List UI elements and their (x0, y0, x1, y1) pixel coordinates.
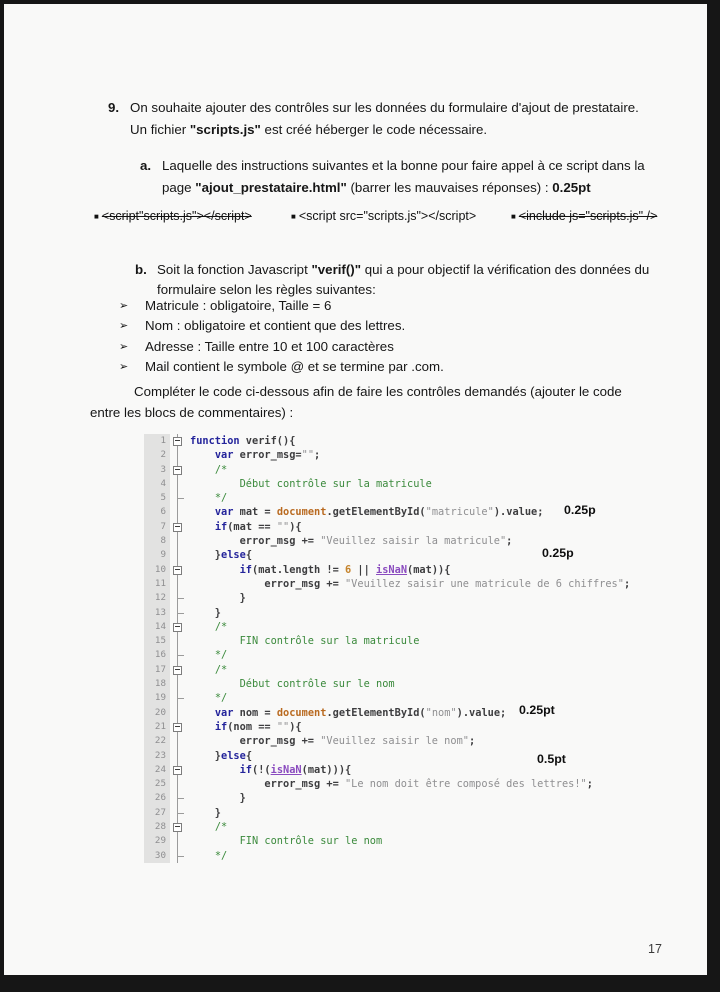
code-line (144, 648, 684, 662)
code-listing (144, 434, 684, 863)
code-line (144, 706, 684, 720)
code-text: */ (214, 492, 228, 505)
fold-collapse-icon[interactable] (173, 723, 182, 732)
line-number: 4 (144, 477, 170, 491)
option-text: <script"scripts.js"></script> (101, 209, 252, 223)
question-number: 9. (108, 100, 120, 115)
square-bullet-icon: ■ (291, 212, 296, 221)
line-number: 16 (144, 648, 170, 662)
line-number: 29 (144, 834, 170, 848)
line-number: 1 (144, 434, 170, 448)
question-9-text (130, 97, 642, 140)
code-line (144, 834, 684, 848)
code-text: /* (214, 463, 228, 476)
grade-annotation: 0.25pt (519, 702, 555, 717)
fold-gutter (170, 763, 186, 777)
text-segment: On souhaite ajouter des contrôles sur les données du formulaire d'ajout de prestataire. Un fichier (130, 100, 639, 137)
option-text: <include js="scripts.js" /> (518, 209, 658, 223)
code-line (144, 820, 684, 834)
part-b-text (157, 260, 667, 299)
rule-text: Matricule : obligatoire, Taille = 6 (145, 298, 332, 313)
code-text: if(mat.length != 6 || isNaN(mat)){ (239, 563, 451, 576)
fold-gutter (170, 663, 186, 677)
text-segment: "verif()" (311, 262, 362, 277)
fold-gutter (170, 620, 186, 634)
option-2 (291, 209, 476, 223)
code-text: error_msg += "Veuillez saisir la matricule"; (190, 535, 513, 548)
line-number: 23 (144, 749, 170, 763)
fold-gutter (170, 591, 186, 605)
fold-collapse-icon[interactable] (173, 666, 182, 675)
code-editor (144, 434, 684, 863)
line-number: 7 (144, 520, 170, 534)
code-text: } (190, 792, 246, 805)
code-line (144, 620, 684, 634)
fold-gutter (170, 606, 186, 620)
instruction-paragraph: Compléter le code ci-dessous afin de faire les contrôles demandés (ajouter le code entre les blocs de commentaires) : (90, 384, 622, 420)
fold-gutter (170, 777, 186, 791)
fold-gutter (170, 505, 186, 519)
line-number: 5 (144, 491, 170, 505)
code-text: function verif(){ (190, 435, 296, 447)
code-text: var error_msg=""; (214, 449, 321, 462)
code-line (144, 777, 684, 791)
answer-options (4, 209, 707, 229)
square-bullet-icon: ■ (94, 212, 99, 221)
code-text: Début contrôle sur la matricule (239, 477, 432, 490)
line-number: 18 (144, 677, 170, 691)
document-page (4, 4, 707, 975)
rule-text: Adresse : Taille entre 10 et 100 caractères (145, 338, 394, 354)
part-a (140, 155, 668, 198)
part-a-text (162, 155, 668, 198)
code-text: var nom = document.getElementById("nom").value; (214, 706, 507, 719)
fold-collapse-icon[interactable] (173, 466, 182, 475)
code-text: var mat = document.getElementById("matricule").value; (214, 506, 544, 519)
line-number: 22 (144, 734, 170, 748)
fold-gutter (170, 806, 186, 820)
code-text: */ (214, 649, 228, 662)
fold-gutter (170, 849, 186, 863)
code-line (144, 463, 684, 477)
fold-gutter (170, 706, 186, 720)
line-number: 25 (144, 777, 170, 791)
code-text: } (190, 606, 221, 619)
code-line (144, 677, 684, 691)
validation-rules-list (119, 296, 444, 377)
code-line (144, 520, 684, 534)
fold-gutter (170, 677, 186, 691)
code-line (144, 448, 684, 462)
fold-gutter (170, 791, 186, 805)
line-number: 3 (144, 463, 170, 477)
text-segment: est créé héberger le code nécessaire. (260, 121, 488, 137)
line-number: 27 (144, 806, 170, 820)
fold-gutter (170, 734, 186, 748)
line-number: 14 (144, 620, 170, 634)
code-text: FIN contrôle sur la matricule (239, 635, 420, 648)
line-number: 15 (144, 634, 170, 648)
line-number: 6 (144, 505, 170, 519)
line-number: 19 (144, 691, 170, 705)
code-text: } (190, 592, 246, 605)
fold-gutter (170, 548, 186, 562)
fold-collapse-icon[interactable] (173, 437, 182, 446)
text-segment: "ajout_prestataire.html" (195, 179, 347, 195)
arrow-bullet-icon: ➢ (119, 320, 129, 333)
square-bullet-icon: ■ (511, 212, 516, 221)
code-text: if(!(isNaN(mat))){ (239, 763, 352, 776)
code-line (144, 534, 684, 548)
code-line (144, 663, 684, 677)
fold-gutter (170, 720, 186, 734)
code-line (144, 548, 684, 562)
fold-gutter (170, 648, 186, 662)
fold-collapse-icon[interactable] (173, 623, 182, 632)
code-text: */ (214, 849, 228, 862)
rule-text: Nom : obligatoire et contient que des lettres. (145, 318, 406, 334)
code-text: } (190, 806, 221, 819)
fold-end-tick (178, 856, 184, 857)
fold-end-tick (178, 813, 184, 814)
code-text: error_msg += "Veuillez saisir une matricule de 6 chiffres"; (190, 577, 631, 590)
code-line (144, 577, 684, 591)
rule-text: Mail contient le symbole @ et se termine par .com. (145, 358, 444, 374)
text-segment: "scripts.js" (189, 121, 261, 137)
line-number: 21 (144, 720, 170, 734)
line-number: 10 (144, 563, 170, 577)
line-number: 9 (144, 548, 170, 562)
fold-gutter (170, 463, 186, 477)
code-line (144, 791, 684, 805)
fold-gutter (170, 448, 186, 462)
option-1 (94, 209, 252, 223)
line-number: 13 (144, 606, 170, 620)
code-line (144, 591, 684, 605)
line-number: 28 (144, 820, 170, 834)
fold-gutter (170, 834, 186, 848)
code-line (144, 563, 684, 577)
line-number: 17 (144, 663, 170, 677)
fold-gutter (170, 820, 186, 834)
part-b (135, 260, 667, 299)
fold-end-tick (178, 613, 184, 614)
fold-gutter (170, 749, 186, 763)
code-line (144, 477, 684, 491)
text-segment: (barrer les mauvaises réponses) : (346, 179, 553, 195)
fold-gutter (170, 491, 186, 505)
code-line (144, 720, 684, 734)
code-line (144, 734, 684, 748)
code-line (144, 691, 684, 705)
fold-gutter (170, 577, 186, 591)
line-number: 12 (144, 591, 170, 605)
grade-annotation: 0.25p (564, 502, 596, 517)
fold-end-tick (178, 498, 184, 499)
fold-collapse-icon[interactable] (173, 566, 182, 575)
text-segment: qui a pour objectif la vérification des données du formulaire selon les règles suivantes: (157, 262, 650, 297)
line-number: 8 (144, 534, 170, 548)
arrow-bullet-icon: ➢ (119, 300, 129, 312)
grade-annotation: 0.25p (542, 546, 574, 561)
arrow-bullet-icon: ➢ (119, 360, 129, 373)
arrow-bullet-icon: ➢ (119, 340, 129, 353)
part-a-label: a. (140, 158, 152, 173)
code-line (144, 849, 684, 863)
code-text: FIN contrôle sur le nom (239, 835, 383, 848)
rule-item (119, 337, 444, 357)
rule-item (119, 357, 444, 377)
fold-end-tick (178, 598, 184, 599)
code-text: Début contrôle sur le nom (239, 678, 395, 691)
line-number: 26 (144, 791, 170, 805)
line-number: 11 (144, 577, 170, 591)
code-text: /* (214, 620, 228, 633)
line-number: 30 (144, 849, 170, 863)
code-text: */ (214, 692, 228, 705)
code-text: /* (214, 663, 228, 676)
question-9 (108, 97, 642, 140)
fold-end-tick (178, 698, 184, 699)
line-number: 2 (144, 448, 170, 462)
page-number: 17 (648, 942, 662, 956)
code-line (144, 491, 684, 505)
code-line (144, 763, 684, 777)
text-segment: 0.25pt (552, 179, 591, 195)
code-text: }else{ (190, 549, 253, 562)
fold-gutter (170, 477, 186, 491)
code-text: if(nom == ""){ (214, 720, 302, 733)
fold-collapse-icon[interactable] (173, 766, 182, 775)
fold-gutter (170, 520, 186, 534)
rule-item (119, 296, 444, 316)
code-text: }else{ (190, 749, 253, 762)
fold-gutter (170, 563, 186, 577)
fold-end-tick (178, 655, 184, 656)
code-line (144, 806, 684, 820)
code-line (144, 606, 684, 620)
fold-gutter (170, 691, 186, 705)
fold-collapse-icon[interactable] (173, 823, 182, 832)
rule-item (119, 316, 444, 336)
text-segment: Soit la fonction Javascript (157, 262, 312, 277)
option-3 (511, 209, 657, 223)
fold-gutter (170, 534, 186, 548)
part-b-label: b. (135, 262, 147, 277)
text-segment: Laquelle des instructions suivantes et la bonne pour faire appel à ce script dans la page (162, 158, 645, 195)
code-line (144, 634, 684, 648)
code-line (144, 434, 684, 448)
code-text: error_msg += "Veuillez saisir le nom"; (190, 735, 476, 748)
code-text: error_msg += "Le nom doit être composé des lettres!"; (190, 778, 593, 791)
line-number: 20 (144, 706, 170, 720)
fold-collapse-icon[interactable] (173, 523, 182, 532)
code-line (144, 502, 684, 519)
fold-gutter (170, 634, 186, 648)
code-line (144, 749, 684, 763)
option-text: <script src="scripts.js"></script> (298, 209, 477, 223)
fold-end-tick (178, 798, 184, 799)
code-text: if(mat == ""){ (214, 520, 302, 533)
line-number: 24 (144, 763, 170, 777)
grade-annotation: 0.5pt (537, 751, 566, 766)
code-text: /* (214, 821, 228, 834)
fold-gutter (170, 434, 186, 448)
